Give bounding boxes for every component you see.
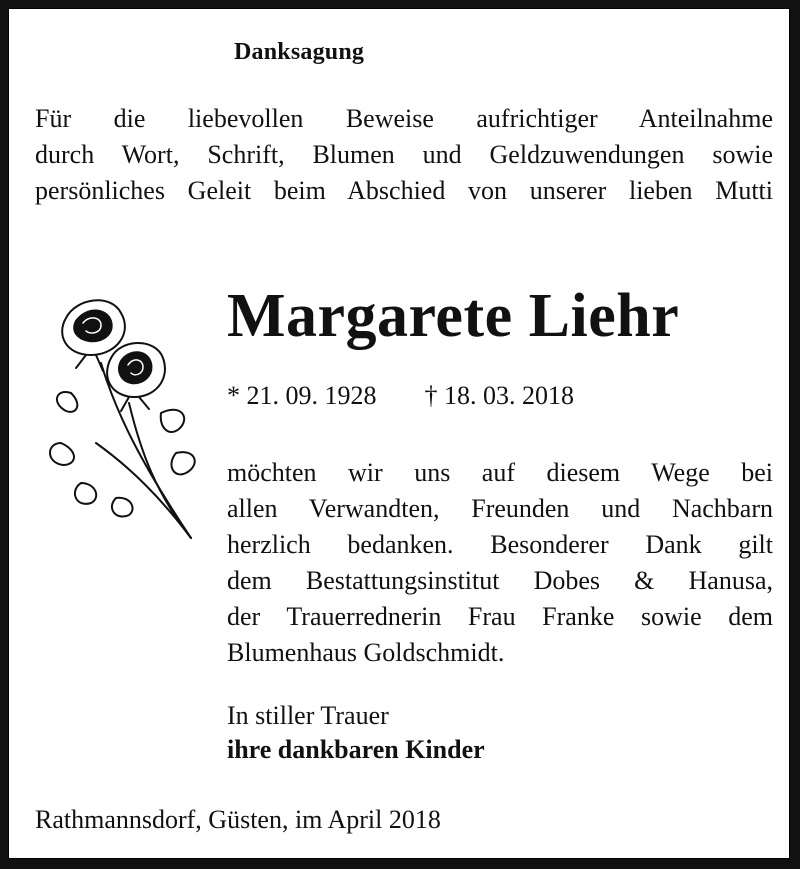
heading: Danksagung	[234, 39, 365, 65]
life-dates	[227, 381, 574, 411]
thanks-line: dem Bestattungsinstitut Dobes & Hanusa,	[227, 566, 773, 595]
intro-line: Für die liebevollen Beweise aufrichtiger Anteilnahme	[35, 104, 773, 133]
thanks-line: Blumenhaus Goldschmidt.	[227, 638, 505, 667]
intro-line: persönliches Geleit beim Abschied von unserer lieben Mutti	[35, 176, 773, 205]
thanks-line: allen Verwandten, Freunden und Nachbarn	[227, 494, 773, 523]
death-date: † 18. 03. 2018	[424, 381, 574, 410]
closing-phrase: In stiller Trauer	[227, 701, 389, 730]
thanks-text	[227, 455, 773, 671]
thanks-line: herzlich bedanken. Besonderer Dank gilt	[227, 530, 773, 559]
closing	[227, 699, 485, 767]
obituary-card	[8, 8, 790, 859]
thanks-line: möchten wir uns auf diesem Wege bei	[227, 458, 773, 487]
birth-date: * 21. 09. 1928	[227, 381, 377, 410]
signers: ihre dankbaren Kinder	[227, 735, 485, 764]
intro-text	[35, 101, 773, 209]
place-date: Rathmannsdorf, Güsten, im April 2018	[35, 805, 441, 834]
roses-icon	[41, 293, 221, 553]
thanks-line: der Trauerrednerin Frau Franke sowie dem	[227, 602, 773, 631]
deceased-name: Margarete Liehr	[227, 282, 680, 350]
intro-line: durch Wort, Schrift, Blumen und Geldzuwendungen sowie	[35, 140, 773, 169]
